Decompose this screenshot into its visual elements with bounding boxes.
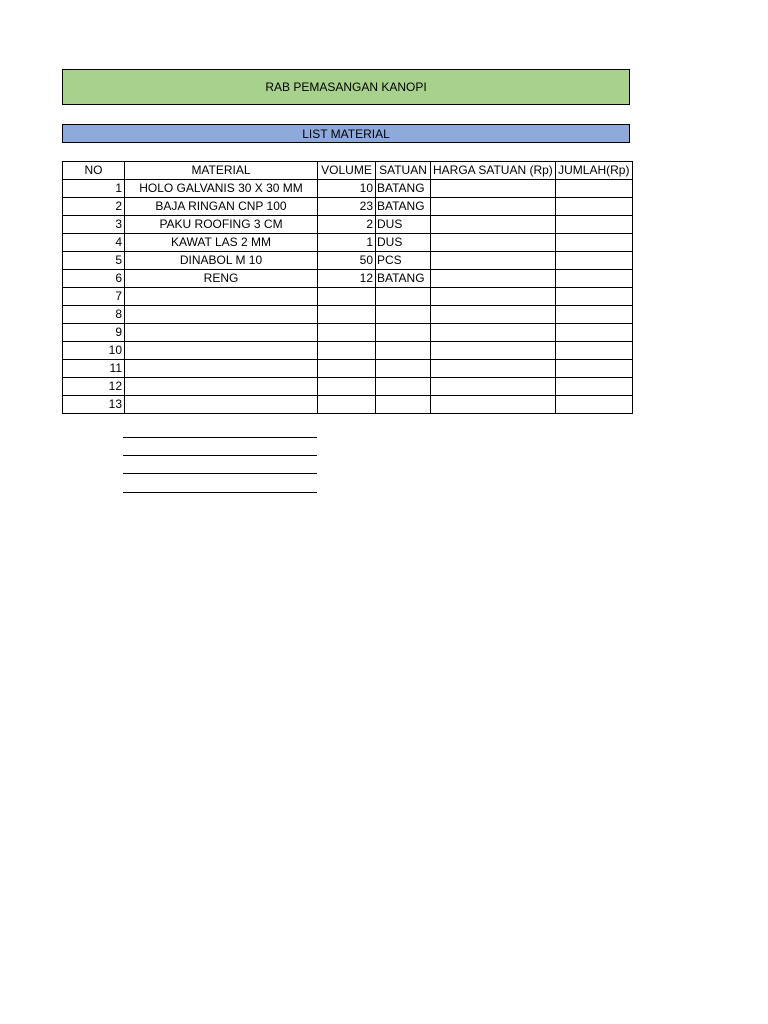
cell-satuan: BATANG <box>376 180 431 198</box>
cell-jumlah <box>555 216 632 234</box>
header-harga-satuan: HARGA SATUAN (Rp) <box>431 162 556 180</box>
table-row <box>63 216 633 234</box>
cell-satuan: BATANG <box>376 270 431 288</box>
cell-satuan <box>376 306 431 324</box>
cell-jumlah <box>555 252 632 270</box>
cell-no: 3 <box>63 216 125 234</box>
table-row <box>63 306 633 324</box>
cell-jumlah <box>555 306 632 324</box>
cell-material <box>125 342 318 360</box>
cell-no: 13 <box>63 396 125 414</box>
cell-satuan <box>376 378 431 396</box>
cell-jumlah <box>555 324 632 342</box>
signature-line <box>123 473 317 474</box>
header-jumlah: JUMLAH(Rp) <box>555 162 632 180</box>
signature-line <box>123 437 317 438</box>
cell-no: 9 <box>63 324 125 342</box>
cell-volume <box>318 288 376 306</box>
cell-volume <box>318 342 376 360</box>
cell-volume <box>318 324 376 342</box>
cell-harga-satuan <box>431 198 556 216</box>
section-title: LIST MATERIAL <box>302 126 390 141</box>
cell-no: 5 <box>63 252 125 270</box>
document-title: RAB PEMASANGAN KANOPI <box>265 80 427 94</box>
cell-no: 10 <box>63 342 125 360</box>
table-row <box>63 396 633 414</box>
table-row <box>63 234 633 252</box>
cell-volume <box>318 378 376 396</box>
cell-no: 11 <box>63 360 125 378</box>
cell-no: 12 <box>63 378 125 396</box>
cell-harga-satuan <box>431 270 556 288</box>
cell-harga-satuan <box>431 216 556 234</box>
cell-volume <box>318 360 376 378</box>
cell-jumlah <box>555 378 632 396</box>
cell-harga-satuan <box>431 306 556 324</box>
cell-jumlah <box>555 270 632 288</box>
cell-volume: 23 <box>318 198 376 216</box>
cell-harga-satuan <box>431 324 556 342</box>
cell-harga-satuan <box>431 180 556 198</box>
header-material: MATERIAL <box>125 162 318 180</box>
table-row <box>63 252 633 270</box>
cell-satuan <box>376 288 431 306</box>
table-header-row <box>63 162 633 180</box>
cell-satuan <box>376 360 431 378</box>
cell-harga-satuan <box>431 234 556 252</box>
header-no: NO <box>63 162 125 180</box>
cell-satuan: PCS <box>376 252 431 270</box>
cell-volume <box>318 396 376 414</box>
cell-volume: 2 <box>318 216 376 234</box>
cell-harga-satuan <box>431 396 556 414</box>
cell-no: 7 <box>63 288 125 306</box>
cell-material: KAWAT LAS 2 MM <box>125 234 318 252</box>
cell-material: BAJA RINGAN CNP 100 <box>125 198 318 216</box>
table-row <box>63 198 633 216</box>
cell-satuan: BATANG <box>376 198 431 216</box>
section-header-banner <box>62 124 630 143</box>
cell-no: 6 <box>63 270 125 288</box>
cell-jumlah <box>555 198 632 216</box>
cell-satuan: DUS <box>376 234 431 252</box>
table-row <box>63 288 633 306</box>
cell-harga-satuan <box>431 288 556 306</box>
cell-material <box>125 324 318 342</box>
cell-material <box>125 396 318 414</box>
cell-satuan: DUS <box>376 216 431 234</box>
cell-volume <box>318 306 376 324</box>
cell-harga-satuan <box>431 342 556 360</box>
cell-jumlah <box>555 396 632 414</box>
document-title-banner <box>62 69 630 105</box>
header-satuan: SATUAN <box>376 162 431 180</box>
cell-satuan <box>376 342 431 360</box>
signature-line <box>123 492 317 493</box>
cell-material: PAKU ROOFING 3 CM <box>125 216 318 234</box>
cell-jumlah <box>555 234 632 252</box>
table-row <box>63 378 633 396</box>
cell-jumlah <box>555 288 632 306</box>
cell-volume: 50 <box>318 252 376 270</box>
cell-jumlah <box>555 342 632 360</box>
signature-line <box>123 455 317 456</box>
cell-jumlah <box>555 360 632 378</box>
cell-jumlah <box>555 180 632 198</box>
cell-satuan <box>376 324 431 342</box>
cell-material <box>125 288 318 306</box>
header-volume: VOLUME <box>318 162 376 180</box>
table-row <box>63 270 633 288</box>
table-row <box>63 342 633 360</box>
cell-satuan <box>376 396 431 414</box>
cell-material <box>125 378 318 396</box>
cell-material: DINABOL M 10 <box>125 252 318 270</box>
cell-harga-satuan <box>431 360 556 378</box>
material-table <box>62 161 633 414</box>
cell-volume: 1 <box>318 234 376 252</box>
cell-no: 1 <box>63 180 125 198</box>
cell-harga-satuan <box>431 252 556 270</box>
cell-no: 8 <box>63 306 125 324</box>
table-row <box>63 360 633 378</box>
cell-material <box>125 306 318 324</box>
cell-material: HOLO GALVANIS 30 X 30 MM <box>125 180 318 198</box>
table-row <box>63 180 633 198</box>
cell-harga-satuan <box>431 378 556 396</box>
cell-no: 4 <box>63 234 125 252</box>
cell-volume: 12 <box>318 270 376 288</box>
cell-material: RENG <box>125 270 318 288</box>
cell-no: 2 <box>63 198 125 216</box>
cell-volume: 10 <box>318 180 376 198</box>
table-row <box>63 324 633 342</box>
cell-material <box>125 360 318 378</box>
